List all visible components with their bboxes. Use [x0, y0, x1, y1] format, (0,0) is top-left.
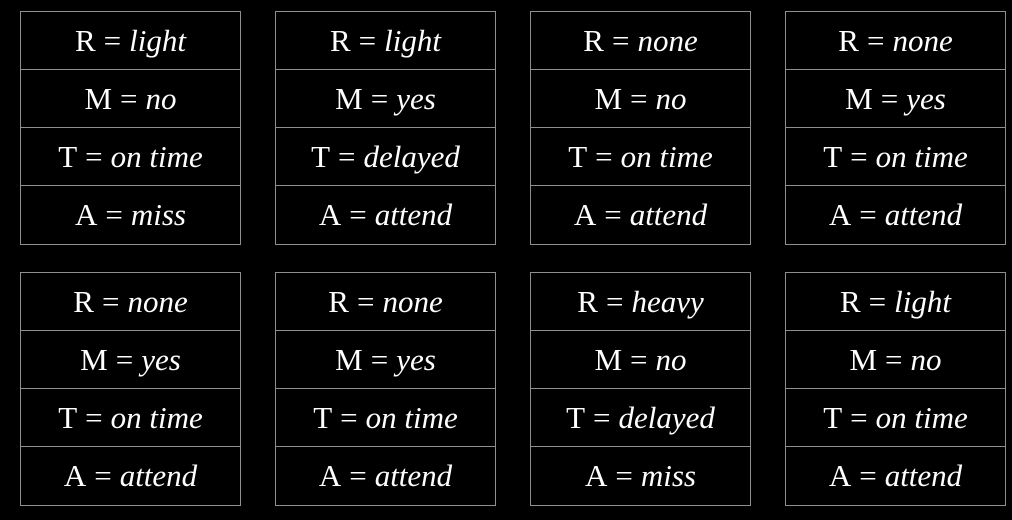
variable-row-r: [21, 12, 240, 70]
variable-label: R: [838, 22, 859, 58]
equals-sign: =: [885, 341, 903, 377]
variable-value: light: [129, 22, 186, 58]
equals-sign: =: [103, 22, 122, 58]
variable-row-m: [21, 70, 240, 128]
variable-label: A: [318, 197, 342, 232]
variable-value: on time: [875, 399, 968, 435]
variable-value: yes: [396, 341, 436, 377]
variable-row-t: [21, 389, 240, 447]
variable-row-t: [786, 389, 1005, 447]
equals-sign: =: [859, 197, 877, 232]
variable-value: none: [637, 22, 698, 58]
variable-label: M: [849, 341, 878, 377]
variable-label: R: [583, 22, 604, 58]
equals-sign: =: [340, 399, 358, 435]
sample-box-4: [785, 11, 1006, 245]
variable-value: heavy: [631, 283, 704, 319]
variable-row-r: [531, 273, 750, 331]
sample-box-1: [20, 11, 241, 245]
variable-label: T: [58, 399, 78, 435]
variable-label: M: [335, 341, 363, 377]
sample-box-2: [275, 11, 496, 245]
variable-label: A: [828, 197, 852, 232]
variable-label: A: [74, 197, 98, 232]
variable-row-a: [276, 186, 495, 244]
variable-row-r: [531, 12, 750, 70]
variable-label: R: [577, 283, 598, 319]
variable-row-r: [786, 12, 1005, 70]
variable-row-r: [786, 273, 1005, 331]
equals-sign: =: [85, 399, 103, 435]
variable-row-m: [786, 331, 1005, 389]
equals-sign: =: [338, 138, 356, 174]
equals-sign: =: [370, 80, 389, 116]
variable-label: R: [74, 22, 96, 58]
variable-value: light: [384, 22, 441, 58]
equals-sign: =: [85, 138, 103, 174]
equals-sign: =: [115, 341, 134, 377]
variable-row-t: [276, 389, 495, 447]
variable-value: miss: [130, 197, 186, 232]
variable-value: on time: [365, 399, 458, 435]
equals-sign: =: [611, 22, 630, 58]
variable-value: no: [145, 80, 177, 116]
equals-sign: =: [105, 197, 123, 232]
equals-sign: =: [101, 283, 120, 319]
variable-value: none: [892, 22, 953, 58]
variable-row-a: [21, 186, 240, 244]
variable-row-r: [276, 12, 495, 70]
variable-label: R: [329, 22, 351, 58]
equals-sign: =: [370, 341, 389, 377]
variable-row-a: [531, 186, 750, 244]
equals-sign: =: [356, 283, 375, 319]
variable-value: attend: [629, 197, 708, 232]
equals-sign: =: [94, 458, 112, 493]
variable-row-t: [276, 128, 495, 186]
variable-value: no: [655, 341, 687, 377]
equals-sign: =: [349, 197, 367, 232]
variable-row-a: [276, 447, 495, 505]
variable-value: delayed: [618, 399, 715, 435]
variable-value: on time: [110, 138, 203, 174]
variable-row-m: [276, 70, 495, 128]
equals-sign: =: [605, 283, 624, 319]
variable-label: A: [63, 458, 87, 493]
equals-sign: =: [850, 138, 868, 174]
equals-sign: =: [868, 283, 887, 319]
variable-row-a: [786, 447, 1005, 505]
variable-row-a: [21, 447, 240, 505]
equals-sign: =: [630, 341, 648, 377]
variable-value: on time: [875, 138, 968, 174]
variable-label: A: [318, 458, 342, 493]
variable-row-m: [21, 331, 240, 389]
variable-row-a: [531, 447, 750, 505]
variable-label: T: [568, 138, 588, 174]
variable-label: M: [80, 341, 108, 377]
equals-sign: =: [630, 80, 648, 116]
equals-sign: =: [120, 80, 138, 116]
variable-value: none: [127, 283, 188, 319]
equals-sign: =: [866, 22, 885, 58]
variable-value: attend: [374, 197, 453, 232]
equals-sign: =: [850, 399, 868, 435]
variable-value: yes: [141, 341, 181, 377]
variable-row-r: [21, 273, 240, 331]
sample-box-5: [20, 272, 241, 506]
variable-value: delayed: [363, 138, 460, 174]
equals-sign: =: [880, 80, 899, 116]
equals-sign: =: [859, 458, 877, 493]
variable-row-a: [786, 186, 1005, 244]
variable-row-t: [21, 128, 240, 186]
sample-box-3: [530, 11, 751, 245]
equals-sign: =: [358, 22, 377, 58]
variable-value: on time: [620, 138, 713, 174]
sample-box-6: [275, 272, 496, 506]
sample-box-7: [530, 272, 751, 506]
variable-label: M: [845, 80, 873, 116]
equals-sign: =: [593, 399, 611, 435]
variable-row-t: [531, 389, 750, 447]
variable-label: A: [828, 458, 852, 493]
variable-value: yes: [396, 80, 436, 116]
variable-value: attend: [884, 458, 963, 493]
variable-label: M: [594, 80, 623, 116]
variable-value: no: [910, 341, 942, 377]
variable-label: T: [823, 399, 843, 435]
variable-label: T: [823, 138, 843, 174]
equals-sign: =: [595, 138, 613, 174]
equals-sign: =: [615, 458, 633, 493]
variable-value: yes: [906, 80, 946, 116]
variable-value: attend: [119, 458, 198, 493]
variable-label: T: [566, 399, 586, 435]
variable-label: A: [584, 458, 608, 493]
samples-grid-row-bottom: [20, 272, 1006, 506]
variable-row-m: [276, 331, 495, 389]
equals-sign: =: [349, 458, 367, 493]
variable-label: R: [73, 283, 94, 319]
variable-label: T: [311, 138, 331, 174]
variable-label: T: [313, 399, 333, 435]
variable-value: none: [382, 283, 443, 319]
variable-value: attend: [884, 197, 963, 232]
variable-label: M: [594, 341, 623, 377]
variable-label: M: [84, 80, 113, 116]
variable-value: light: [894, 283, 951, 319]
variable-row-t: [531, 128, 750, 186]
variable-value: miss: [640, 458, 696, 493]
variable-value: no: [655, 80, 687, 116]
variable-row-r: [276, 273, 495, 331]
variable-label: R: [328, 283, 349, 319]
samples-grid-row-top: [20, 11, 1006, 245]
sample-box-8: [785, 272, 1006, 506]
variable-value: on time: [110, 399, 203, 435]
variable-label: R: [839, 283, 861, 319]
variable-row-m: [786, 70, 1005, 128]
variable-label: A: [573, 197, 597, 232]
equals-sign: =: [604, 197, 622, 232]
variable-value: attend: [374, 458, 453, 493]
variable-row-m: [531, 331, 750, 389]
variable-label: T: [58, 138, 78, 174]
variable-row-t: [786, 128, 1005, 186]
variable-row-m: [531, 70, 750, 128]
variable-label: M: [335, 80, 363, 116]
